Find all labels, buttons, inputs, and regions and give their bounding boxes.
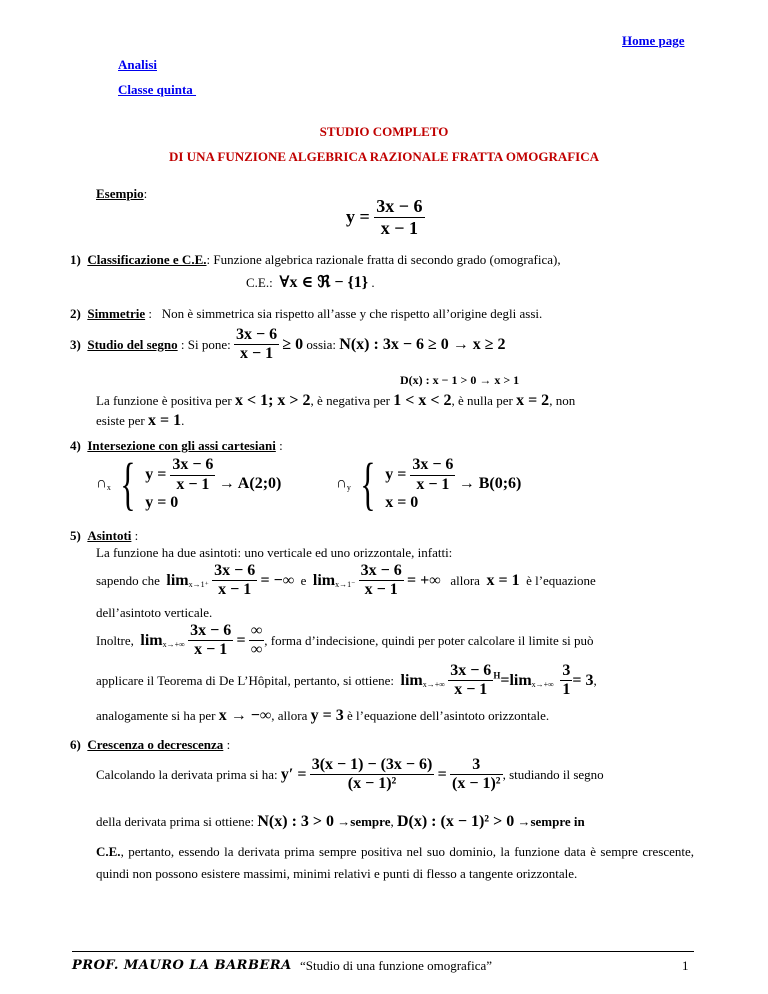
section-5-hopital: applicare il Teorema di De L’Hôpital, pertanto, si ottiene: $\lim_{x\to+\infty}$ $\frac{3x - 6}{x - 1}$ $^H=\lim_{x\to+\infty}$ $\frac{3}{1}$ = 3,: [96, 662, 597, 699]
section-3-denominator: D(x) : x − 1 > 0 → x > 1: [400, 373, 520, 387]
breadcrumb-classe-link[interactable]: Classe quinta: [118, 82, 197, 97]
section-6-heading: 6) Crescenza o decrescenza :: [70, 737, 231, 752]
section-1-ce: C.E.: ∀x ∈ ℜ − {1} .: [246, 274, 375, 291]
section-5-vertical-limits: sapendo che $\lim_{x\to 1^+}$ $\frac{3x - 6}{x - 1}$ = −∞ e $\lim_{x\to 1^-}$ $\frac{3x - 6}{x - 1}$ = +∞ allora x = 1 è l’equazione: [96, 562, 596, 599]
footer-page-number: 1: [682, 958, 689, 973]
section-1-heading: 1) Classificazione e C.E.: Funzione algebrica razionale fratta di secondo grado (omografica),: [70, 252, 561, 267]
section-6-sign: della derivata prima si ottiene: N(x) : 3 > 0 →sempre, D(x) : (x − 1)² > 0 →sempre in: [96, 813, 585, 830]
section-3-sign-text-2: esiste per x = 1.: [96, 412, 185, 429]
section-6-derivative: Calcolando la derivata prima si ha: y′ = $\frac{3(x - 1) - (3x - 6)}{\text{(x − 1)²}}$ = $\frac{3}{\text{(x − 1)²}}$ , studiando il segno: [96, 756, 604, 793]
section-5-heading: 5) Asintoti :: [70, 528, 139, 543]
section-3-heading: 3) Studio del segno : Si pone: $\frac{3x - 6}{x - 1}$ ≥ 0 ossia: N(x) : 3x − 6 ≥ 0 → x ≥ 2: [70, 326, 506, 363]
intersection-y-axis: $\cap_y$ { y = $\frac{3x - 6}{x - 1}$ x = 0 → B(0;6): [336, 451, 522, 516]
footer-author: PROF. MAURO LA BARBERA: [72, 958, 292, 973]
section-2-heading: 2) Simmetrie : Non è simmetrica sia rispetto all’asse y che rispetto all’origine degli assi.: [70, 306, 543, 321]
footer-divider: [72, 951, 694, 952]
footer-doc-title: “Studio di una funzione omografica”: [300, 958, 493, 973]
title-line2: DI UNA FUNZIONE ALGEBRICA RAZIONALE FRATTA OMOGRAFICA: [168, 149, 599, 164]
home-page-link[interactable]: Home page: [622, 33, 685, 48]
section-5-vertical-text: dell’asintoto verticale.: [96, 605, 213, 620]
section-6-conclusion: C.E., pertanto, essendo la derivata prima sempre positiva nel suo dominio, la funzione data è sempre crescente, quindi non possono esistere massimi, minimi relativi e punti di flesso a tangente orizzontale.: [96, 844, 694, 881]
breadcrumb-analisi-link[interactable]: Analisi: [118, 57, 158, 72]
example-label: Esempio:: [96, 186, 148, 201]
section-5-analog: analogamente si ha per x → −∞, allora y = 3 è l’equazione dell’asintoto orizzontale.: [96, 707, 550, 724]
section-3-sign-text: La funzione è positiva per x < 1; x > 2, è negativa per 1 < x < 2, è nulla per x = 2, non: [96, 392, 576, 409]
example-function: y = $\frac{3x - 6}{x - 1}$: [346, 196, 423, 238]
intersection-x-axis: $\cap_x$ { y = $\frac{3x - 6}{x - 1}$ y = 0 → A(2;0): [96, 451, 282, 516]
title-line1: STUDIO COMPLETO: [319, 124, 449, 139]
section-5-horizontal-limit: Inoltre, $\lim_{x\to+\infty}$ $\frac{3x - 6}{x - 1}$ = $\frac{\infty}{\infty}$ , forma d’indecisione, quindi per poter calcolare il limite si può: [96, 622, 594, 659]
section-5-intro: La funzione ha due asintoti: uno verticale ed uno orizzontale, infatti:: [96, 545, 453, 560]
section-4-heading: 4) Intersezione con gli assi cartesiani :: [70, 438, 283, 453]
